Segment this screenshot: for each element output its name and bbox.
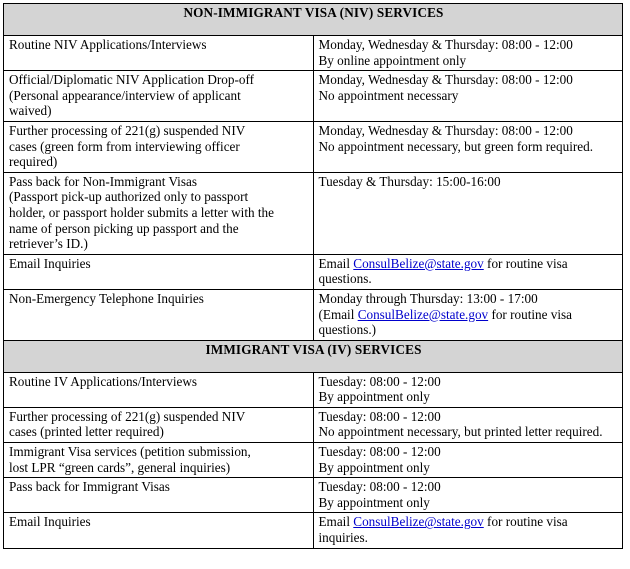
email-prefix-text: (Email — [318, 306, 358, 322]
service-line: Routine IV Applications/Interviews — [9, 373, 198, 389]
service-cell — [4, 407, 314, 442]
hours-cell — [313, 443, 623, 478]
service-cell — [4, 36, 314, 71]
service-cell — [4, 443, 314, 478]
hours-cell — [313, 36, 623, 71]
hours-cell — [313, 172, 623, 254]
hours-line: No appointment necessary, but green form required. — [318, 138, 594, 154]
service-line: Immigrant Visa services (petition submission, — [9, 444, 251, 460]
service-line: Non-Emergency Telephone Inquiries — [9, 290, 204, 306]
service-cell — [4, 478, 314, 513]
service-line: Pass back for Immigrant Visas — [9, 479, 170, 495]
service-line: (Personal appearance/interview of applicant — [9, 87, 241, 103]
hours-line: Monday, Wednesday & Thursday: 08:00 - 12:00 — [318, 122, 573, 138]
hours-cell — [313, 289, 623, 340]
hours-line: Tuesday: 08:00 - 12:00 — [318, 373, 441, 389]
email-suffix-text: for routine visa questions. — [318, 255, 568, 287]
service-line: (Passport pick-up authorized only to passport — [9, 189, 249, 205]
service-line: Routine NIV Applications/Interviews — [9, 37, 207, 52]
table-row — [4, 71, 623, 122]
service-cell — [4, 254, 314, 289]
service-cell — [4, 513, 314, 548]
hours-line: No appointment necessary, but printed letter required. — [318, 424, 603, 440]
table-row — [4, 36, 623, 71]
hours-cell — [313, 254, 623, 289]
hours-cell — [313, 513, 623, 548]
table-row — [4, 478, 623, 513]
email-link[interactable]: ConsulBelize@state.gov — [353, 514, 484, 530]
section-header-iv: IMMIGRANT VISA (IV) SERVICES — [4, 340, 623, 372]
hours-line: By online appointment only — [318, 52, 467, 68]
hours-line: Monday, Wednesday & Thursday: 08:00 - 12:00 — [318, 72, 573, 88]
section-header-niv: NON-IMMIGRANT VISA (NIV) SERVICES — [4, 4, 623, 36]
section-header-row-iv — [4, 340, 623, 372]
hours-line: Tuesday: 08:00 - 12:00 — [318, 479, 441, 495]
hours-line: Tuesday: 08:00 - 12:00 — [318, 444, 441, 460]
hours-line: Tuesday: 08:00 - 12:00 — [318, 408, 441, 424]
service-cell — [4, 289, 314, 340]
hours-cell — [313, 121, 623, 172]
email-link[interactable]: ConsulBelize@state.gov — [357, 306, 489, 322]
service-line: Pass back for Non-Immigrant Visas — [9, 173, 197, 189]
visa-services-table — [3, 3, 623, 549]
service-line: Further processing of 221(g) suspended NIV — [9, 122, 246, 138]
table-row — [4, 443, 623, 478]
email-suffix-text: for routine visa inquiries. — [318, 514, 568, 546]
service-line: required) — [9, 154, 58, 170]
hours-line: By appointment only — [318, 494, 430, 510]
service-line: name of person picking up passport and the — [9, 220, 239, 236]
hours-cell — [313, 71, 623, 122]
hours-line: By appointment only — [318, 389, 430, 405]
hours-cell — [313, 372, 623, 407]
service-line: holder, or passport holder submits a letter with the — [9, 204, 274, 220]
service-line: cases (printed letter required) — [9, 424, 164, 440]
service-line: Email Inquiries — [9, 255, 91, 271]
service-line: Email Inquiries — [9, 514, 91, 530]
hours-cell — [313, 407, 623, 442]
hours-line: No appointment necessary — [318, 87, 459, 103]
service-cell — [4, 71, 314, 122]
service-line: waived) — [9, 103, 52, 119]
section-header-row-niv — [4, 4, 623, 36]
hours-line: Tuesday & Thursday: 15:00-16:00 — [318, 173, 501, 189]
hours-line: By appointment only — [318, 459, 430, 475]
table-row — [4, 372, 623, 407]
service-line: Official/Diplomatic NIV Application Drop-off — [9, 72, 255, 88]
table-row — [4, 172, 623, 254]
email-prefix-text: Email — [318, 255, 354, 271]
table-row — [4, 254, 623, 289]
service-cell — [4, 372, 314, 407]
table-row — [4, 121, 623, 172]
email-link[interactable]: ConsulBelize@state.gov — [353, 255, 484, 271]
service-cell — [4, 172, 314, 254]
table-row — [4, 407, 623, 442]
table-row — [4, 289, 623, 340]
service-line: Further processing of 221(g) suspended NIV — [9, 408, 246, 424]
table-row — [4, 513, 623, 548]
service-line: lost LPR “green cards”, general inquiries) — [9, 459, 231, 475]
email-suffix-text: for routine visa questions.) — [318, 306, 573, 338]
service-line: retriever’s ID.) — [9, 236, 88, 252]
service-cell — [4, 121, 314, 172]
hours-line: Monday, Wednesday & Thursday: 08:00 - 12:00 — [318, 37, 573, 52]
email-prefix-text: Email — [318, 514, 354, 530]
hours-line: Monday through Thursday: 13:00 - 17:00 — [318, 290, 538, 306]
hours-cell — [313, 478, 623, 513]
service-line: cases (green form from interviewing officer — [9, 138, 240, 154]
